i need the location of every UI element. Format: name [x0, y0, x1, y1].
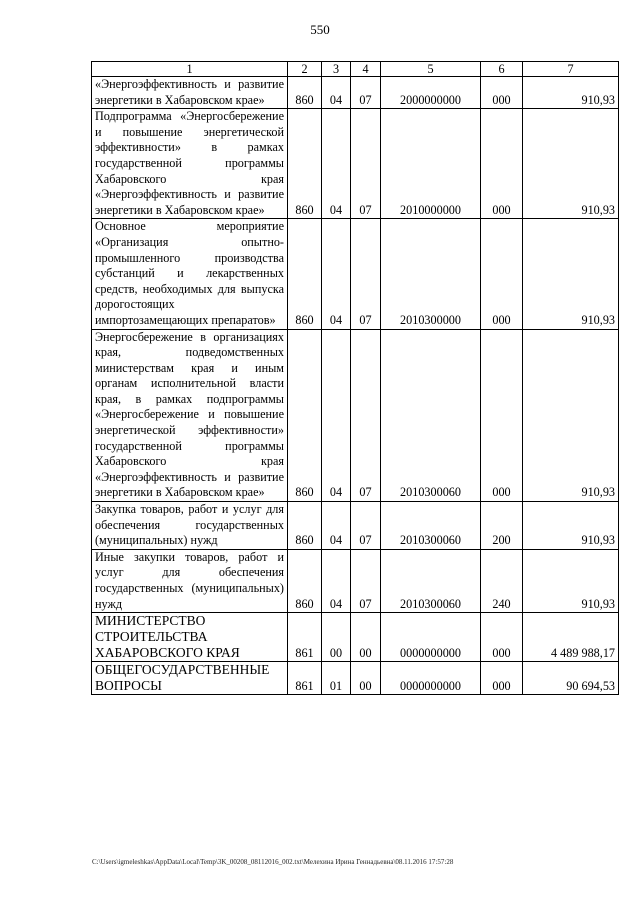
- row-code-5: 2010000000: [381, 109, 481, 219]
- row-code-3: 04: [322, 77, 351, 109]
- column-header: 7: [523, 62, 619, 77]
- row-name: Основное мероприятие «Организация опытно-промышленного производства субстанций и лекарственных средств, необходимых для выпуска дорогостоящих импортозамещающих препаратов»: [92, 219, 288, 329]
- row-code-3: 04: [322, 109, 351, 219]
- row-code-5: 0000000000: [381, 662, 481, 695]
- row-code-2: 860: [288, 219, 322, 329]
- row-code-2: 861: [288, 662, 322, 695]
- row-code-3: 01: [322, 662, 351, 695]
- table-row: [92, 502, 619, 550]
- row-code-3: 04: [322, 329, 351, 502]
- row-code-2: 860: [288, 502, 322, 550]
- budget-table: [91, 61, 619, 695]
- row-code-2: 861: [288, 613, 322, 662]
- table-row: [92, 77, 619, 109]
- row-name: Иные закупки товаров, работ и услуг для обеспечения государственных (муниципальных) нужд: [92, 549, 288, 612]
- row-code-5: 0000000000: [381, 613, 481, 662]
- row-code-5: 2010300060: [381, 502, 481, 550]
- row-code-6: 000: [481, 77, 523, 109]
- row-code-6: 000: [481, 613, 523, 662]
- row-amount: 4 489 988,17: [523, 613, 619, 662]
- file-path-footer: C:\Users\igmeleshkas\AppData\Local\Temp\3K_00208_08112016_002.txt\Мелехина Ирина Геннадьевна\08.11.2016 17:57:28: [92, 858, 454, 866]
- row-code-3: 04: [322, 502, 351, 550]
- table-row: [92, 613, 619, 662]
- row-amount: 910,93: [523, 77, 619, 109]
- row-code-3: 04: [322, 219, 351, 329]
- page-number: 550: [310, 22, 330, 37]
- row-code-4: 07: [351, 77, 381, 109]
- table-row: [92, 329, 619, 502]
- row-code-6: 000: [481, 109, 523, 219]
- row-code-4: 07: [351, 549, 381, 612]
- row-code-3: 00: [322, 613, 351, 662]
- row-code-6: 000: [481, 329, 523, 502]
- row-code-6: 200: [481, 502, 523, 550]
- table-header-row: [92, 62, 619, 77]
- column-header: 5: [381, 62, 481, 77]
- row-code-5: 2010300000: [381, 219, 481, 329]
- row-code-3: 04: [322, 549, 351, 612]
- row-name: Подпрограмма «Энергосбережение и повышение энергетической эффективности» в рамках государственной программы Хабаровского края «Энергоэффективность и развитие энергетики в Хабаровском крае»: [92, 109, 288, 219]
- row-amount: 910,93: [523, 549, 619, 612]
- row-code-6: 000: [481, 662, 523, 695]
- row-code-2: 860: [288, 109, 322, 219]
- row-code-5: 2000000000: [381, 77, 481, 109]
- table-row: [92, 549, 619, 612]
- row-amount: 910,93: [523, 219, 619, 329]
- column-header: 2: [288, 62, 322, 77]
- row-code-6: 000: [481, 219, 523, 329]
- column-header: 6: [481, 62, 523, 77]
- row-code-6: 240: [481, 549, 523, 612]
- row-code-4: 07: [351, 502, 381, 550]
- row-name: МИНИСТЕРСТВО СТРОИТЕЛЬСТВА ХАБАРОВСКОГО КРАЯ: [92, 613, 288, 662]
- row-name: ОБЩЕГОСУДАРСТВЕННЫЕ ВОПРОСЫ: [92, 662, 288, 695]
- row-code-4: 07: [351, 329, 381, 502]
- column-header: 4: [351, 62, 381, 77]
- table-row: [92, 219, 619, 329]
- column-header: 1: [92, 62, 288, 77]
- row-code-2: 860: [288, 329, 322, 502]
- row-code-4: 07: [351, 219, 381, 329]
- row-amount: 910,93: [523, 329, 619, 502]
- column-header: 3: [322, 62, 351, 77]
- row-code-4: 00: [351, 613, 381, 662]
- table-row: [92, 109, 619, 219]
- row-amount: 910,93: [523, 502, 619, 550]
- row-code-4: 00: [351, 662, 381, 695]
- row-amount: 910,93: [523, 109, 619, 219]
- row-code-5: 2010300060: [381, 549, 481, 612]
- table-row: [92, 662, 619, 695]
- row-name: «Энергоэффективность и развитие энергетики в Хабаровском крае»: [92, 77, 288, 109]
- row-code-2: 860: [288, 77, 322, 109]
- row-amount: 90 694,53: [523, 662, 619, 695]
- row-code-5: 2010300060: [381, 329, 481, 502]
- row-name: Энергосбережение в организациях края, подведомственных министерствам края и иным органам исполнительной власти края, в рамках подпрограммы «Энергосбережение и повышение энергетической эффективности» государственной программы Хабаровского края «Энергоэффективность и развитие энергетики в Хабаровском крае»: [92, 329, 288, 502]
- row-code-2: 860: [288, 549, 322, 612]
- row-code-4: 07: [351, 109, 381, 219]
- row-name: Закупка товаров, работ и услуг для обеспечения государственных (муниципальных) нужд: [92, 502, 288, 550]
